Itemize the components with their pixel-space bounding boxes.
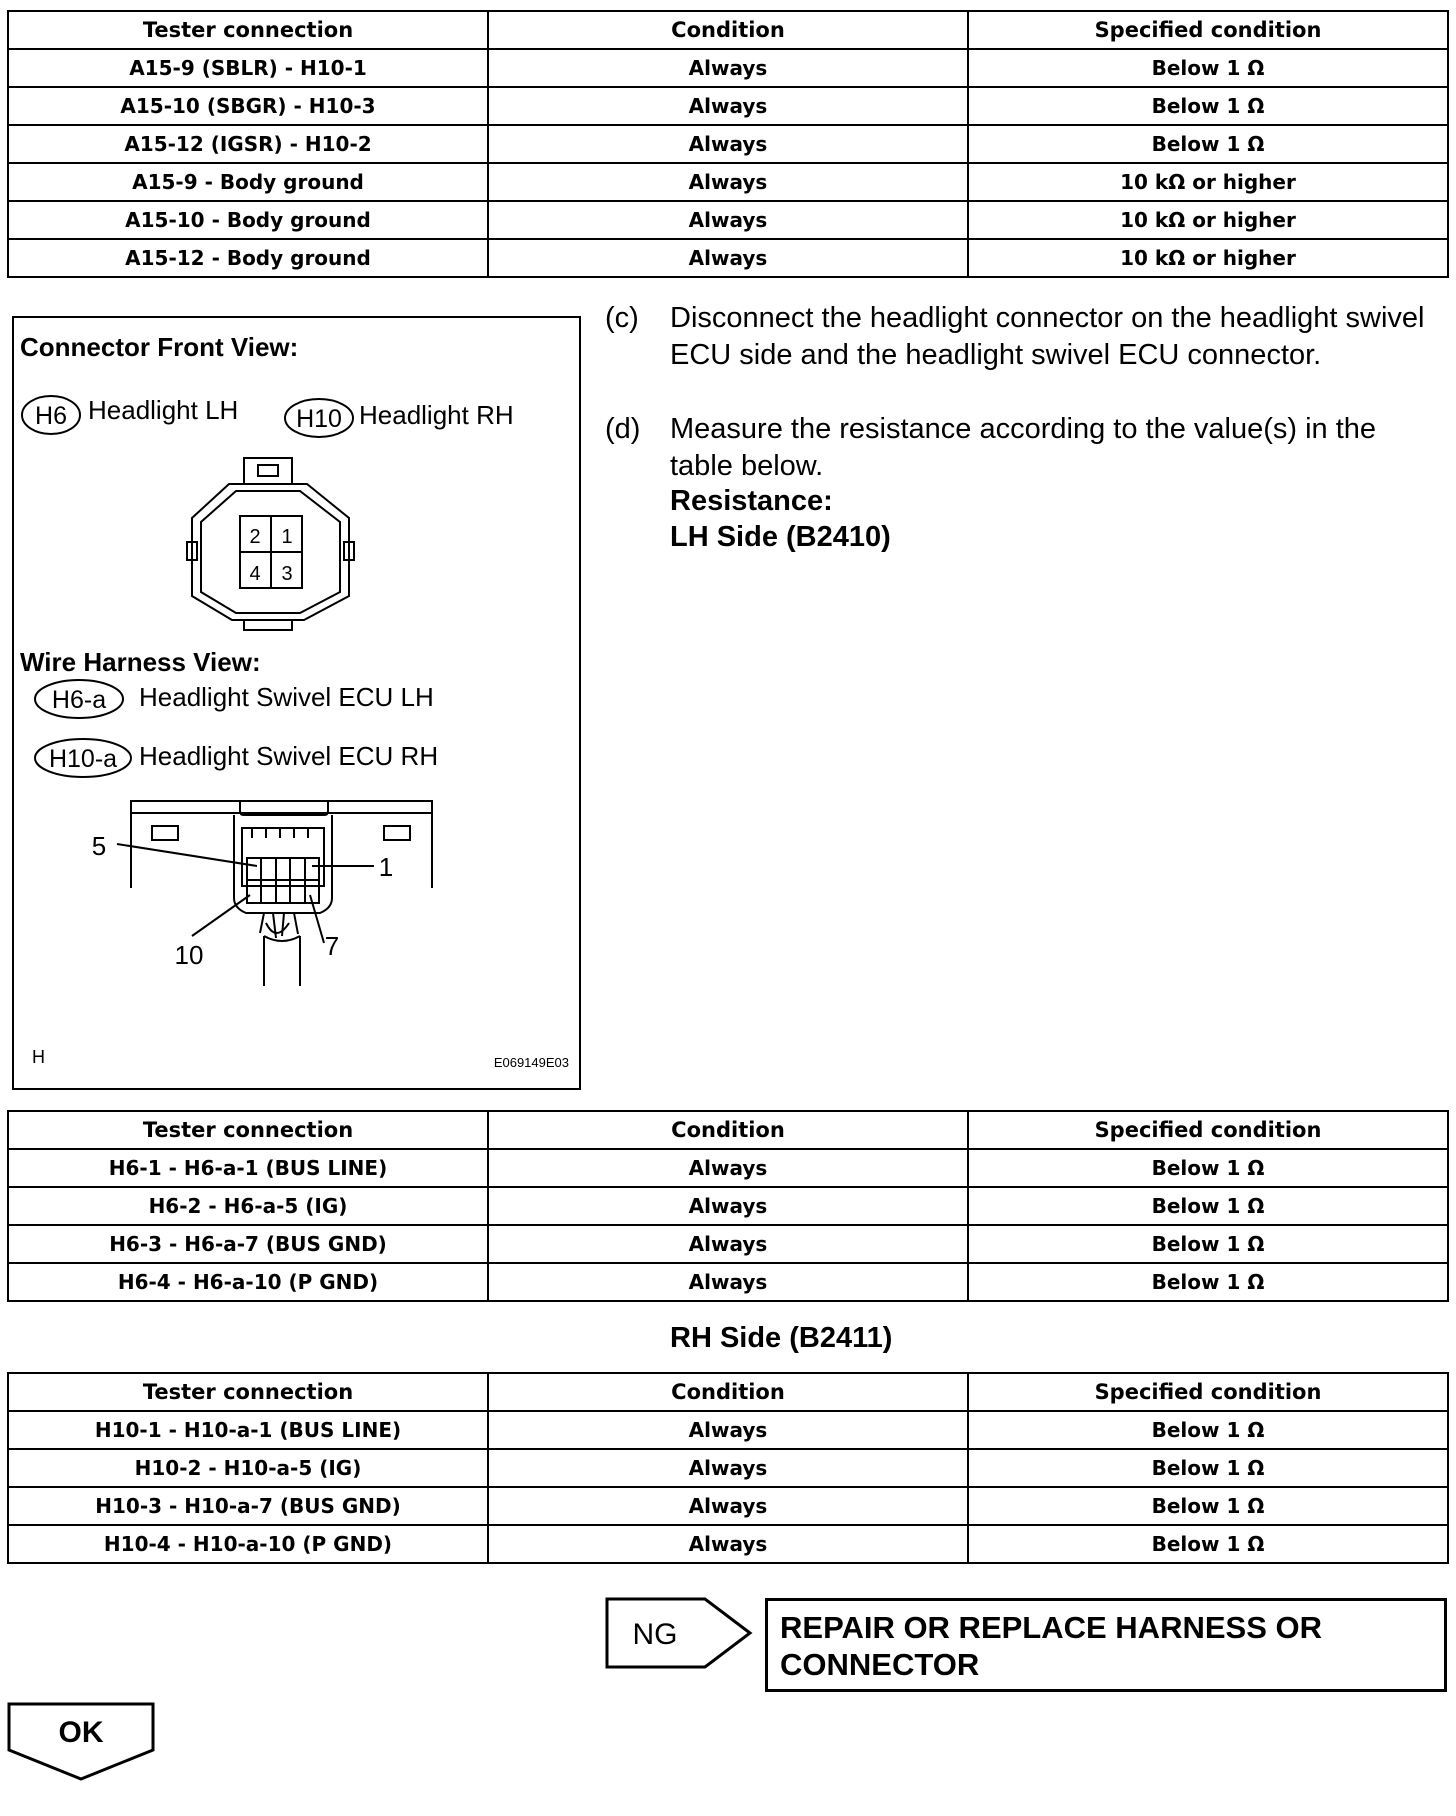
condition-cell: Always (488, 201, 968, 239)
tester-connection-cell: A15-12 - Body ground (8, 239, 488, 277)
tester-connection-cell: H6-1 - H6-a-1 (BUS LINE) (8, 1149, 488, 1187)
table-row (8, 201, 1448, 239)
table-row (8, 163, 1448, 201)
specified-condition-cell: Below 1 Ω (968, 1411, 1448, 1449)
table-row (8, 1225, 1448, 1263)
condition-cell: Always (488, 1225, 968, 1263)
table-row (8, 1525, 1448, 1563)
specified-condition-cell: Below 1 Ω (968, 1525, 1448, 1563)
h6-label: Headlight LH (88, 395, 239, 425)
figure-code: E069149E03 (493, 1055, 569, 1070)
specified-condition-cell: 10 kΩ or higher (968, 239, 1448, 277)
specified-condition-cell: Below 1 Ω (968, 1187, 1448, 1225)
ng-result-box: REPAIR OR REPLACE HARNESS OR CONNECTOR (765, 1598, 1447, 1692)
col-header-tester-connection: Tester connection (8, 11, 488, 49)
col-header-condition: Condition (488, 1111, 968, 1149)
col-header-specified-condition: Specified condition (968, 1111, 1448, 1149)
condition-cell: Always (488, 1449, 968, 1487)
tester-connection-cell: A15-12 (IGSR) - H10-2 (8, 125, 488, 163)
callout-pin-10: 10 (174, 940, 204, 970)
tester-connection-cell: A15-10 - Body ground (8, 201, 488, 239)
step-c-label: (c) (605, 302, 639, 334)
pin-label: 2 (249, 526, 261, 548)
col-header-condition: Condition (488, 1373, 968, 1411)
table-row (8, 125, 1448, 163)
tester-connection-cell: H10-2 - H10-a-5 (IG) (8, 1449, 488, 1487)
table-row (8, 87, 1448, 125)
specified-condition-cell: Below 1 Ω (968, 1263, 1448, 1301)
resistance-table-lh (7, 1110, 1449, 1302)
step-c-text: Disconnect the headlight connector on the headlight swivel ECU side and the headlight swivel ECU connector. (670, 302, 1425, 371)
specified-condition-cell: Below 1 Ω (968, 1225, 1448, 1263)
harness-view-title: Wire Harness View: (20, 647, 261, 677)
specified-condition-cell: 10 kΩ or higher (968, 163, 1448, 201)
callout-pin-1: 1 (378, 852, 394, 882)
h6-tag: H6 (35, 402, 67, 430)
ng-arrow (605, 1597, 755, 1669)
col-header-specified-condition: Specified condition (968, 1373, 1448, 1411)
four-pin-connector (187, 458, 354, 630)
table-header-row (8, 1111, 1448, 1149)
h10a-tag: H10-a (48, 745, 118, 773)
col-header-tester-connection: Tester connection (8, 1111, 488, 1149)
step-d-text: Measure the resistance according to the value(s) in the table below. (670, 413, 1377, 482)
col-header-condition: Condition (488, 11, 968, 49)
front-view-title: Connector Front View: (20, 332, 299, 362)
tester-connection-cell: A15-9 (SBLR) - H10-1 (8, 49, 488, 87)
specified-condition-cell: Below 1 Ω (968, 1449, 1448, 1487)
tester-connection-cell: H10-4 - H10-a-10 (P GND) (8, 1525, 488, 1563)
table-header-row (8, 11, 1448, 49)
ng-label: NG (632, 1618, 678, 1651)
condition-cell: Always (488, 1149, 968, 1187)
condition-cell: Always (488, 1487, 968, 1525)
resistance-table-a15-h10 (7, 10, 1449, 278)
ok-label: OK (58, 1716, 104, 1749)
col-header-tester-connection: Tester connection (8, 1373, 488, 1411)
condition-cell: Always (488, 163, 968, 201)
pin-label: 1 (281, 526, 293, 548)
ten-pin-harness-connector (117, 801, 432, 986)
specified-condition-cell: Below 1 Ω (968, 49, 1448, 87)
tester-connection-cell: A15-9 - Body ground (8, 163, 488, 201)
lh-side-label: LH Side (B2410) (670, 521, 891, 553)
specified-condition-cell: 10 kΩ or higher (968, 201, 1448, 239)
col-header-specified-condition: Specified condition (968, 11, 1448, 49)
h10-tag: H10 (296, 405, 342, 433)
tester-connection-cell: H6-2 - H6-a-5 (IG) (8, 1187, 488, 1225)
tester-connection-cell: H10-1 - H10-a-1 (BUS LINE) (8, 1411, 488, 1449)
tester-connection-cell: A15-10 (SBGR) - H10-3 (8, 87, 488, 125)
table-row (8, 49, 1448, 87)
condition-cell: Always (488, 125, 968, 163)
specified-condition-cell: Below 1 Ω (968, 1149, 1448, 1187)
table-row (8, 1487, 1448, 1525)
condition-cell: Always (488, 1525, 968, 1563)
condition-cell: Always (488, 1187, 968, 1225)
ng-arrow-shape (607, 1599, 750, 1667)
h10-label: Headlight RH (359, 400, 514, 430)
table-row (8, 1411, 1448, 1449)
condition-cell: Always (488, 239, 968, 277)
condition-cell: Always (488, 87, 968, 125)
figure-corner-letter: H (32, 1047, 45, 1067)
pin-label: 4 (249, 563, 261, 585)
h10a-label: Headlight Swivel ECU RH (139, 741, 439, 771)
resistance-table-rh (7, 1372, 1449, 1564)
specified-condition-cell: Below 1 Ω (968, 125, 1448, 163)
tester-connection-cell: H6-3 - H6-a-7 (BUS GND) (8, 1225, 488, 1263)
h6a-label: Headlight Swivel ECU LH (139, 682, 434, 712)
callout-pin-7: 7 (324, 931, 340, 961)
callout-pin-5: 5 (91, 831, 107, 861)
table-row (8, 239, 1448, 277)
pin-label: 3 (281, 563, 293, 585)
condition-cell: Always (488, 1411, 968, 1449)
table-row (8, 1187, 1448, 1225)
h6a-tag: H6-a (51, 686, 107, 714)
ok-arrow (7, 1702, 157, 1782)
resistance-label: Resistance: (670, 485, 833, 517)
tester-connection-cell: H6-4 - H6-a-10 (P GND) (8, 1263, 488, 1301)
step-d-label: (d) (605, 413, 641, 445)
specified-condition-cell: Below 1 Ω (968, 1487, 1448, 1525)
table-row (8, 1149, 1448, 1187)
condition-cell: Always (488, 1263, 968, 1301)
connector-diagram (12, 316, 581, 1090)
connector-diagram-svg (14, 318, 579, 1088)
condition-cell: Always (488, 49, 968, 87)
table-row (8, 1263, 1448, 1301)
table-header-row (8, 1373, 1448, 1411)
rh-side-label: RH Side (B2411) (670, 1322, 893, 1354)
table-row (8, 1449, 1448, 1487)
tester-connection-cell: H10-3 - H10-a-7 (BUS GND) (8, 1487, 488, 1525)
specified-condition-cell: Below 1 Ω (968, 87, 1448, 125)
